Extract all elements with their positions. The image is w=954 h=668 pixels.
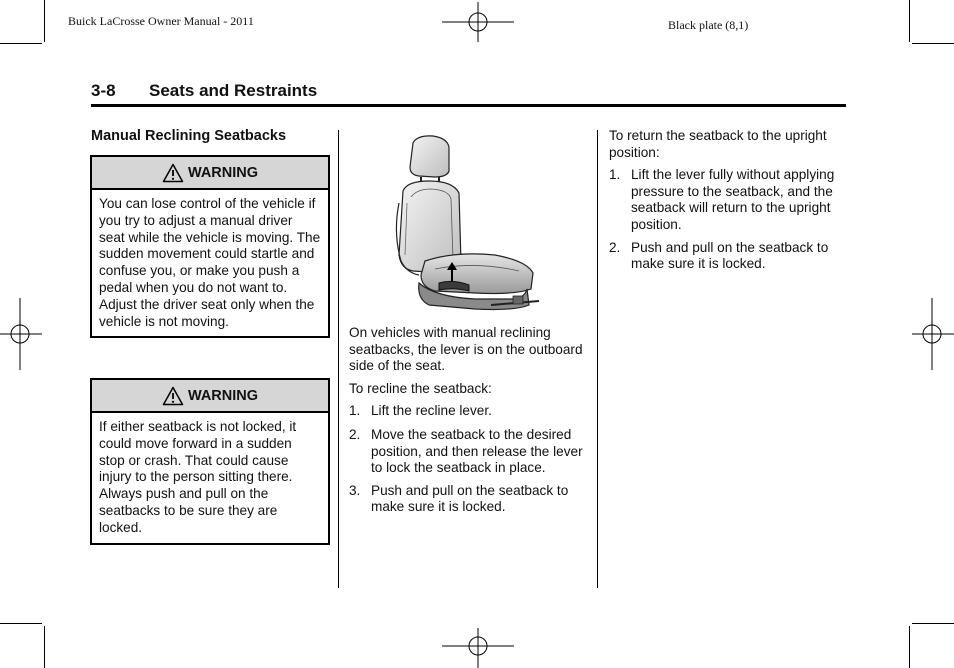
manual-title: Buick LaCrosse Owner Manual - 2011 bbox=[68, 14, 254, 28]
list-item: 2. Push and pull on the seatback to make sure it is locked. bbox=[609, 239, 829, 272]
recline-steps bbox=[349, 403, 589, 516]
warning-label: WARNING bbox=[187, 387, 259, 404]
warning-label: WARNING bbox=[187, 164, 259, 181]
warning-text: If either seatback is not locked, it could move forward in a sudden stop or crash. That could cause injury to the person sitting there. Always push and pull on the seatbacks to be sure they are locked. bbox=[99, 419, 297, 535]
middle-column bbox=[349, 325, 589, 516]
seat-recline-lever-illustration bbox=[395, 133, 540, 313]
upright-steps bbox=[609, 167, 849, 273]
warning-header bbox=[92, 157, 328, 190]
warning-header bbox=[92, 380, 328, 413]
list-item: 2. Move the seatback to the desired position, and then release the lever to lock the seatback in place. bbox=[349, 426, 583, 476]
warning-triangle-icon bbox=[162, 386, 184, 406]
registration-crosshair-icon bbox=[442, 628, 514, 668]
section-title: Seats and Restraints bbox=[149, 81, 318, 100]
list-item: 1. Lift the recline lever. bbox=[349, 403, 492, 419]
page-heading bbox=[91, 80, 846, 107]
warning-box bbox=[90, 378, 330, 545]
plate-label: Black plate (8,1) bbox=[668, 18, 749, 32]
warning-box bbox=[90, 155, 330, 338]
recline-lead: To recline the seatback: bbox=[349, 380, 492, 396]
warning-triangle-icon bbox=[162, 163, 184, 183]
column-divider bbox=[597, 130, 598, 588]
registration-crosshair-icon bbox=[442, 2, 514, 42]
page-number: 3-8 bbox=[91, 81, 116, 100]
registration-crosshair-icon bbox=[0, 298, 42, 370]
upright-lead: To return the seatback to the upright position: bbox=[609, 128, 827, 160]
registration-crosshair-icon bbox=[912, 298, 954, 370]
list-item: 3. Push and pull on the seatback to make sure it is locked. bbox=[349, 482, 569, 515]
subsection-heading: Manual Reclining Seatbacks bbox=[91, 128, 287, 144]
warning-text: You can lose control of the vehicle if you try to adjust a manual driver seat while the vehicle is moving. The sudden movement could startle and confuse you, or make you push a pedal when you do not want to. Adjust the driver seat only when the vehicle is not moving. bbox=[99, 196, 321, 329]
intro-paragraph: On vehicles with manual reclining seatbacks, the lever is on the outboard side of the seat. bbox=[349, 325, 583, 374]
list-item: 1. Lift the lever fully without applying pressure to the seatback, and the seatback will return to the upright position. bbox=[609, 167, 835, 232]
right-column bbox=[609, 128, 849, 273]
column-divider bbox=[338, 130, 339, 588]
